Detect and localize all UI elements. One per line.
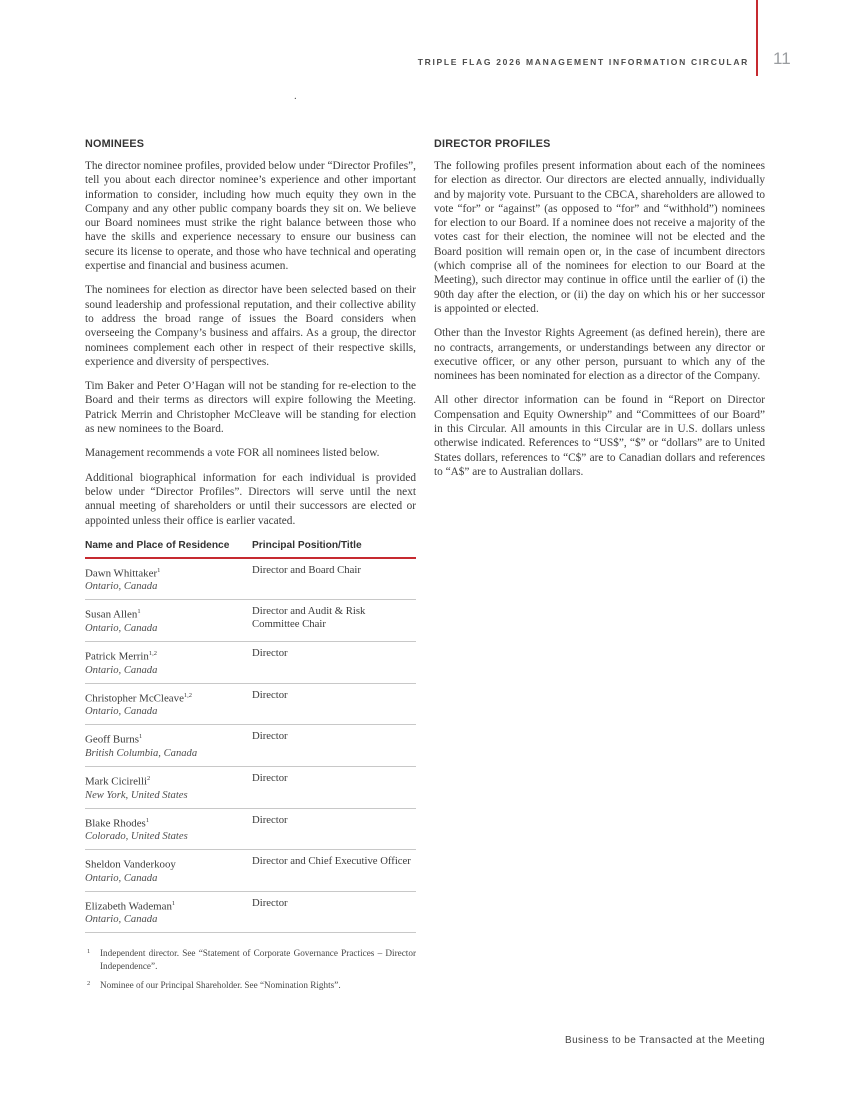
position-cell: Director [252, 766, 416, 808]
nominee-name [85, 564, 248, 581]
position-cell: Director and Audit & Risk Committee Chair [252, 600, 416, 642]
name-cell [85, 683, 252, 725]
right-column-director-profiles [434, 138, 765, 999]
footnote-ref: 1,2 [148, 650, 157, 658]
name-text: Mark Cicirelli [85, 775, 147, 788]
paragraph: The director nominee profiles, provided below under “Director Profiles”, tell you about each director nominee’s experience and other important information to consider, including how much equity they own in the Company and any other public company boards they sit on. We believe our Board nominees must strike the right balance between those who have the skills and experience necessary to ensure our business can secure its license to operate, and those who have technical and operating expertise and financial and business acumen. [85, 160, 416, 273]
nominee-residence: Colorado, United States [85, 831, 188, 843]
footnote-text: Independent director. See “Statement of Corporate Governance Practices – Director Independence”. [100, 948, 416, 971]
nominee-residence: Ontario, Canada [85, 581, 158, 593]
nominee-name [85, 855, 248, 872]
nominees-table [85, 538, 416, 934]
paragraph: The nominees for election as director have been selected based on their sound leadership and professional reputation, and their collective ability to address the broad range of issues the Board considers when overseeing the Company’s business and affairs. As a group, the director nominees complement each other in respect of their respective skills, experience and diversity of perspectives. [85, 284, 416, 368]
name-text: Christopher McCleave [85, 692, 184, 705]
name-cell [85, 642, 252, 684]
table-row [85, 600, 416, 642]
name-cell [85, 850, 252, 892]
footnotes [85, 947, 416, 992]
table-row [85, 725, 416, 767]
nominee-residence: British Columbia, Canada [85, 747, 198, 759]
nominee-name [85, 814, 248, 831]
name-cell [85, 725, 252, 767]
nominee-residence: Ontario, Canada [85, 664, 158, 676]
paragraph: Other than the Investor Rights Agreement (as defined herein), there are no contracts, arrangements, or understandings between any director or executive officer, or any other person, pursuant to which any of the nominees has been nominated for election as a director of the Company. [434, 327, 765, 383]
name-text: Patrick Merrin [85, 650, 149, 663]
name-text: Elizabeth Wademan [85, 900, 172, 913]
footnote-ref: 1 [138, 733, 143, 741]
position-cell: Director [252, 725, 416, 767]
footnote-ref: 1 [171, 899, 176, 907]
table-row [85, 850, 416, 892]
name-cell [85, 600, 252, 642]
column-header-name-residence: Name and Place of Residence [85, 538, 252, 558]
nominee-name [85, 897, 248, 914]
name-cell [85, 891, 252, 933]
paragraph: All other director information can be found in “Report on Director Compensation and Equity Ownership” and “Committees of our Board” in this Circular. All amounts in this Circular are in U.S. dollars unless otherwise indicated. References to “US$”, “$” or “dollars” are to United States dollars, references to “C$” are to Canadian dollars and references to “A$” are to Australian dollars. [434, 394, 765, 478]
nominee-name [85, 605, 248, 622]
paragraph: Management recommends a vote FOR all nominees listed below. [85, 447, 380, 460]
nominee-residence: New York, United States [85, 789, 188, 801]
footnote-text: Nominee of our Principal Shareholder. See “Nomination Rights”. [100, 980, 341, 991]
footnote [85, 947, 416, 972]
nominee-name [85, 647, 248, 664]
name-text: Sheldon Vanderkooy [85, 858, 176, 871]
name-cell [85, 766, 252, 808]
nominee-residence: Ontario, Canada [85, 706, 158, 718]
page-footer-section-title: Business to be Transacted at the Meeting [565, 1035, 765, 1046]
nominee-residence: Ontario, Canada [85, 872, 158, 884]
name-text: Susan Allen [85, 609, 138, 622]
nominee-name [85, 730, 248, 747]
nominee-residence: Ontario, Canada [85, 623, 158, 635]
content-columns [85, 138, 765, 999]
page-number: 11 [773, 49, 791, 68]
table-row [85, 683, 416, 725]
name-text: Dawn Whittaker [85, 567, 158, 580]
nominee-name [85, 772, 248, 789]
paragraph: The following profiles present information about each of the nominees for election as director. Our directors are elected annually, individually and by majority vote. Pursuant to the CBCA, shareholders are allowed to vote “for” or “against” (as opposed to “for” and “withhold”) nominees for election to our Board. If a nominee does not receive a majority of the votes cast for their election, the nominee will not be elected and the Board position will remain open or, in the case of incumbent directors (which comprise all of the nominees for election to our Board at the Meeting), such director may continue in office until the earlier of (i) the 90th day after the election, or (ii) the day on which his or her successor is appointed or elected. [434, 160, 765, 315]
footnote-marker: 2 [87, 980, 91, 988]
table-row [85, 642, 416, 684]
section-heading-nominees: NOMINEES [85, 138, 145, 150]
footnote-ref: 1,2 [183, 691, 193, 699]
table-row [85, 766, 416, 808]
position-cell: Director and Board Chair [252, 558, 416, 600]
footnote-ref: 2 [147, 774, 151, 782]
table-row [85, 558, 416, 600]
footnote-marker: 1 [87, 948, 91, 956]
paragraph: Tim Baker and Peter O’Hagan will not be standing for re-election to the Board and their terms as directors will expire following the Meeting. Patrick Merrin and Christopher McCleave will be standing for election as new nominees to the Board. [85, 380, 416, 436]
position-cell: Director [252, 808, 416, 850]
stray-mark: . [294, 90, 297, 102]
name-cell [85, 558, 252, 600]
table-header-row [85, 538, 416, 558]
footnote [85, 979, 416, 992]
running-header-title: TRIPLE FLAG 2026 MANAGEMENT INFORMATION CIRCULAR [417, 57, 749, 67]
footnote-ref: 1 [157, 566, 161, 574]
name-cell [85, 808, 252, 850]
paragraph: Additional biographical information for each individual is provided below under “Director Profiles”. Directors will serve until the next annual meeting of shareholders or until their successors are elected or appointed unless their office is earlier vacated. [85, 471, 416, 527]
name-text: Geoff Burns [85, 733, 139, 746]
position-cell: Director [252, 683, 416, 725]
nominee-residence: Ontario, Canada [85, 914, 158, 926]
nominee-name [85, 689, 248, 706]
position-cell: Director [252, 891, 416, 933]
header-accent-rule [756, 0, 758, 76]
position-cell: Director and Chief Executive Officer [252, 850, 416, 892]
table-row [85, 808, 416, 850]
table-row [85, 891, 416, 933]
footnote-ref: 1 [137, 608, 141, 616]
left-column-nominees [85, 138, 416, 999]
position-cell: Director [252, 642, 416, 684]
footnote-ref: 1 [145, 816, 150, 824]
column-header-position-title: Principal Position/Title [252, 538, 416, 558]
name-text: Blake Rhodes [85, 817, 146, 830]
section-heading-director-profiles: DIRECTOR PROFILES [434, 138, 551, 150]
